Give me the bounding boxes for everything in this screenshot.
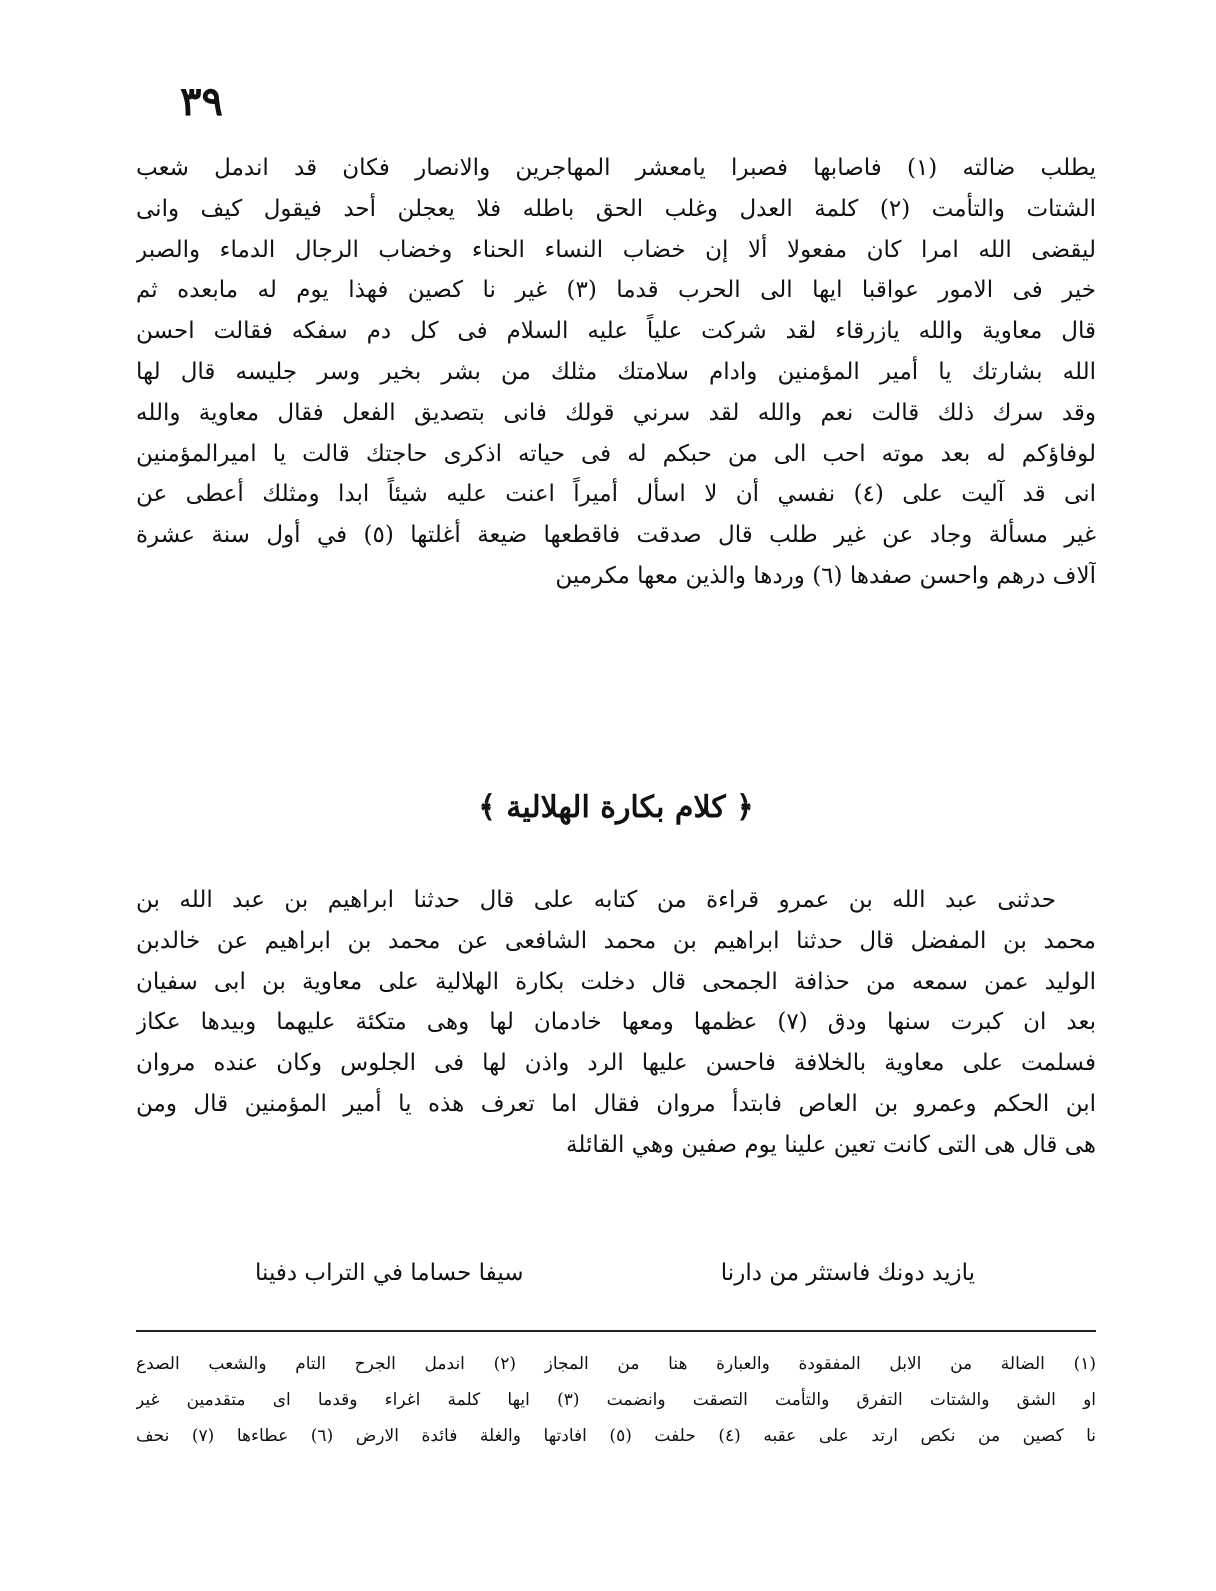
text-line: وقد سرك ذلك قالت نعم والله لقد سرني قولك فانى بتصديق الفعل فقال معاوية والله <box>136 399 1096 426</box>
poem-verse <box>255 1260 975 1286</box>
text-line: الوليد عمن سمعه من حذافة الجمحى قال دخلت بكارة الهلالية على معاوية بن ابى سفيان <box>136 968 1096 995</box>
text-line: الشتات والتأمت (٢) كلمة العدل وغلب الحق باطله فلا يعجلن أحد فيقول كيف وانى <box>136 195 1096 222</box>
text-line: خير فى الامور عواقبا ايها الى الحرب قدما (٣) غير نا كصين فهذا يوم له مابعده ثم <box>136 277 1096 304</box>
text-line: ابن الحكم وعمرو بن العاص فابتدأ مروان فقال اما تعرف هذه يا أمير المؤمنين قال ومن <box>136 1090 1096 1117</box>
paragraph-2 <box>136 880 1096 1166</box>
footnote-line: (١) الضالة من الابل المفقودة والعبارة هنا من المجاز (٢) اندمل الجرح التام والشعب الصدع <box>136 1354 1096 1374</box>
section-heading: ﴿ كلام بكارة الهلالية ﴾ <box>478 790 754 825</box>
verse-hemistich-2: سيفا حساما في التراب دفينا <box>255 1260 524 1286</box>
footnote-line: نا كصين من نكص ارتد على عقبه (٤) حلفت (٥) افادتها والغلة فائدة الارض (٦) عطاءها (٧) نحف <box>136 1426 1096 1446</box>
text-line: حدثنى عبد الله بن عمرو قراءة من كتابه على قال حدثنا ابراهيم بن عبد الله بن <box>136 887 1056 913</box>
verse-hemistich-1: يازيد دونك فاستثر من دارنا <box>720 1260 975 1286</box>
text-line: يطلب ضالته (١) فاصابها فصبرا يامعشر المهاجرين والانصار فكان قد اندمل شعب <box>136 155 1096 181</box>
text-line: بعد ان كبرت سنها ودق (٧) عظمها ومعها خادمان لها وهى متكئة عليهما وبيدها عكاز <box>136 1009 1096 1036</box>
footnotes <box>136 1346 1096 1454</box>
text-line: فسلمت على معاوية بالخلافة فاحسن عليها الرد واذن لها فى الجلوس وكان عنده مروان <box>136 1050 1096 1077</box>
text-line: الله بشارتك يا أمير المؤمنين وادام سلامتك مثلك من بشر بخير وسر جليسه قال لها <box>136 358 1096 385</box>
text-line: آلاف درهم واحسن صفدها (٦) وردها والذين معها مكرمين <box>555 562 1096 589</box>
text-line: لوفاؤكم له بعد موته احب الى من حبكم له فى حياته اذكرى حاجتك قالت يا اميرالمؤمنين <box>136 440 1096 467</box>
text-line: انى قد آليت على (٤) نفسي أن لا اسأل أميراً اعنت عليه شيئاً ابدا ومثلك أعطى عن <box>136 481 1096 508</box>
text-line: ليقضى الله امرا كان مفعولا ألا إن خضاب النساء الحناء وخضاب الرجال الدماء والصبر <box>136 236 1096 263</box>
text-line: غير مسألة وجاد عن غير طلب قال صدقت فاقطعها ضيعة أغلتها (٥) في أول سنة عشرة <box>136 522 1096 549</box>
footnote-line: او الشق والشتات التفرق والتأمت التصقت وانضمت (٣) ايها كلمة اغراء وقدما اى متقدمين غير <box>136 1390 1096 1410</box>
text-line: قال معاوية والله يازرقاء لقد شركت علياً عليه السلام فى كل دم سفكه فقالت احسن <box>136 318 1096 345</box>
footnote-divider <box>136 1330 1096 1332</box>
text-line: محمد بن المفضل قال حدثنا ابراهيم بن محمد الشافعى عن محمد بن ابراهيم عن خالدبن <box>136 927 1096 954</box>
text-line: هى قال هى التى كانت تعين علينا يوم صفين وهي القائلة <box>566 1131 1096 1158</box>
paragraph-1 <box>136 148 1096 597</box>
page-number: ٣٩ <box>180 78 223 125</box>
